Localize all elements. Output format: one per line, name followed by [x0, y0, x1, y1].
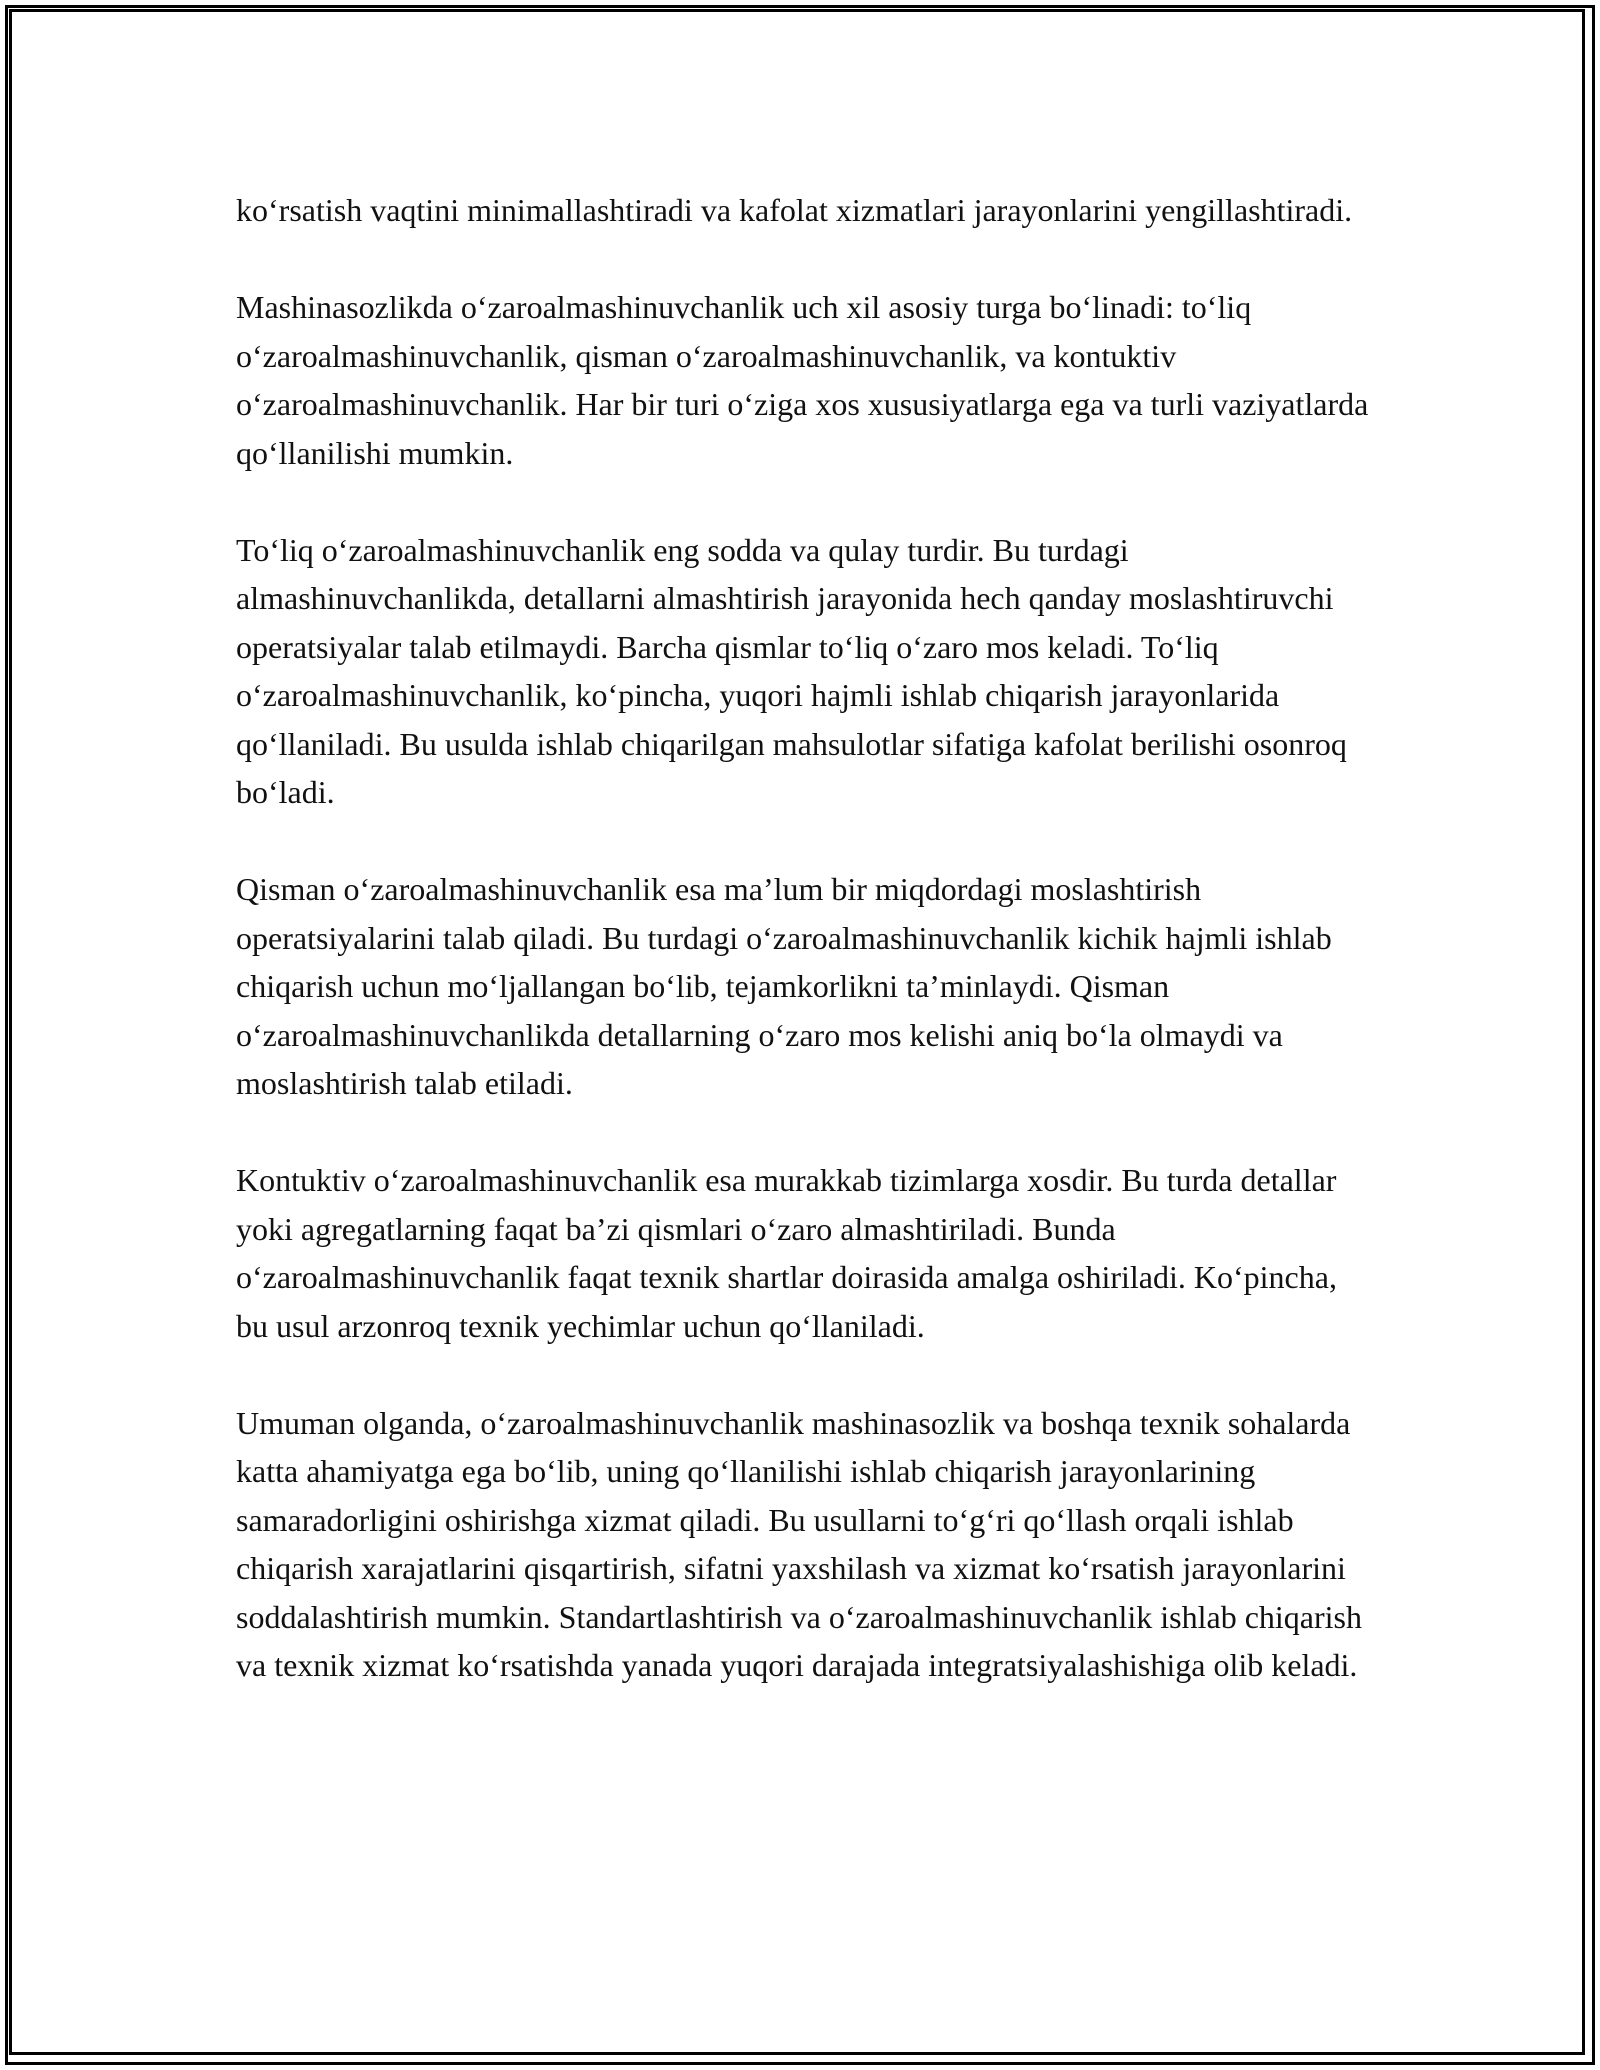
paragraph-conclusion: Umuman olganda, o‘zaroalmashinuvchanlik mashinasozlik va boshqa texnik sohalarda katta ahamiyatga ega bo‘lib, uning qo‘llanilishi ishlab chiqarish jarayonlarining samaradorligini oshirishga xizmat qiladi. Bu usullarni to‘g‘ri qo‘llash orqali ishlab chiqarish xarajatlarini qisqartirish, sifatni yaxshilash va xizmat ko‘rsatish jarayonlarini soddalashtirish mumkin. Standartlashtirish va o‘zaroalmashinuvchanlik ishlab chiqarish va texnik xizmat ko‘rsatishda yanada yuqori darajada integratsiyalashishiga olib keladi. [236, 1404, 1362, 1683]
paragraph-types-overview: Mashinasozlikda o‘zaroalmashinuvchanlik uch xil asosiy turga bo‘linadi: to‘liq o‘zaroalmashinuvchanlik, qisman o‘zaroalmashinuvchanlik, va kontuktiv o‘zaroalmashinuvchanlik. Har bir turi o‘ziga xos xususiyatlarga ega va turli vaziyatlarda qo‘llanilishi mumkin. [236, 289, 1369, 471]
paragraph-contractive-interchangeability: Kontuktiv o‘zaroalmashinuvchanlik esa murakkab tizimlarga xosdir. Bu turda detallar yoki agregatlarning faqat ba’zi qismlari o‘zaro almashtiriladi. Bunda o‘zaroalmashinuvchanlik faqat texnik shartlar doirasida amalga oshiriladi. Ko‘pincha, bu usul arzonroq texnik yechimlar uchun qo‘llaniladi. [236, 1162, 1337, 1344]
page-body [236, 186, 1376, 1738]
paragraph-continuation: ko‘rsatish vaqtini minimallashtiradi va kafolat xizmatlari jarayonlarini yengillashtiradi. [236, 192, 1353, 228]
paragraph-full-interchangeability: To‘liq o‘zaroalmashinuvchanlik eng sodda va qulay turdir. Bu turdagi almashinuvchanlikda, detallarni almashtirish jarayonida hech qanday moslashtiruvchi operatsiyalar talab etilmaydi. Barcha qismlar to‘liq o‘zaro mos keladi. To‘liq o‘zaroalmashinuvchanlik, ko‘pincha, yuqori hajmli ishlab chiqarish jarayonlarida qo‘llaniladi. Bu usulda ishlab chiqarilgan mahsulotlar sifatiga kafolat berilishi osonroq bo‘ladi. [236, 531, 1347, 810]
paragraph-partial-interchangeability: Qisman o‘zaroalmashinuvchanlik esa ma’lum bir miqdordagi moslashtirish operatsiyalarini talab qiladi. Bu turdagi o‘zaroalmashinuvchanlik kichik hajmli ishlab chiqarish uchun mo‘ljallangan bo‘lib, tejamkorlikni ta’minlaydi. Qisman o‘zaroalmashinuvchanlikda detallarning o‘zaro mos kelishi aniq bo‘la olmaydi va moslashtirish talab etiladi. [236, 871, 1332, 1101]
